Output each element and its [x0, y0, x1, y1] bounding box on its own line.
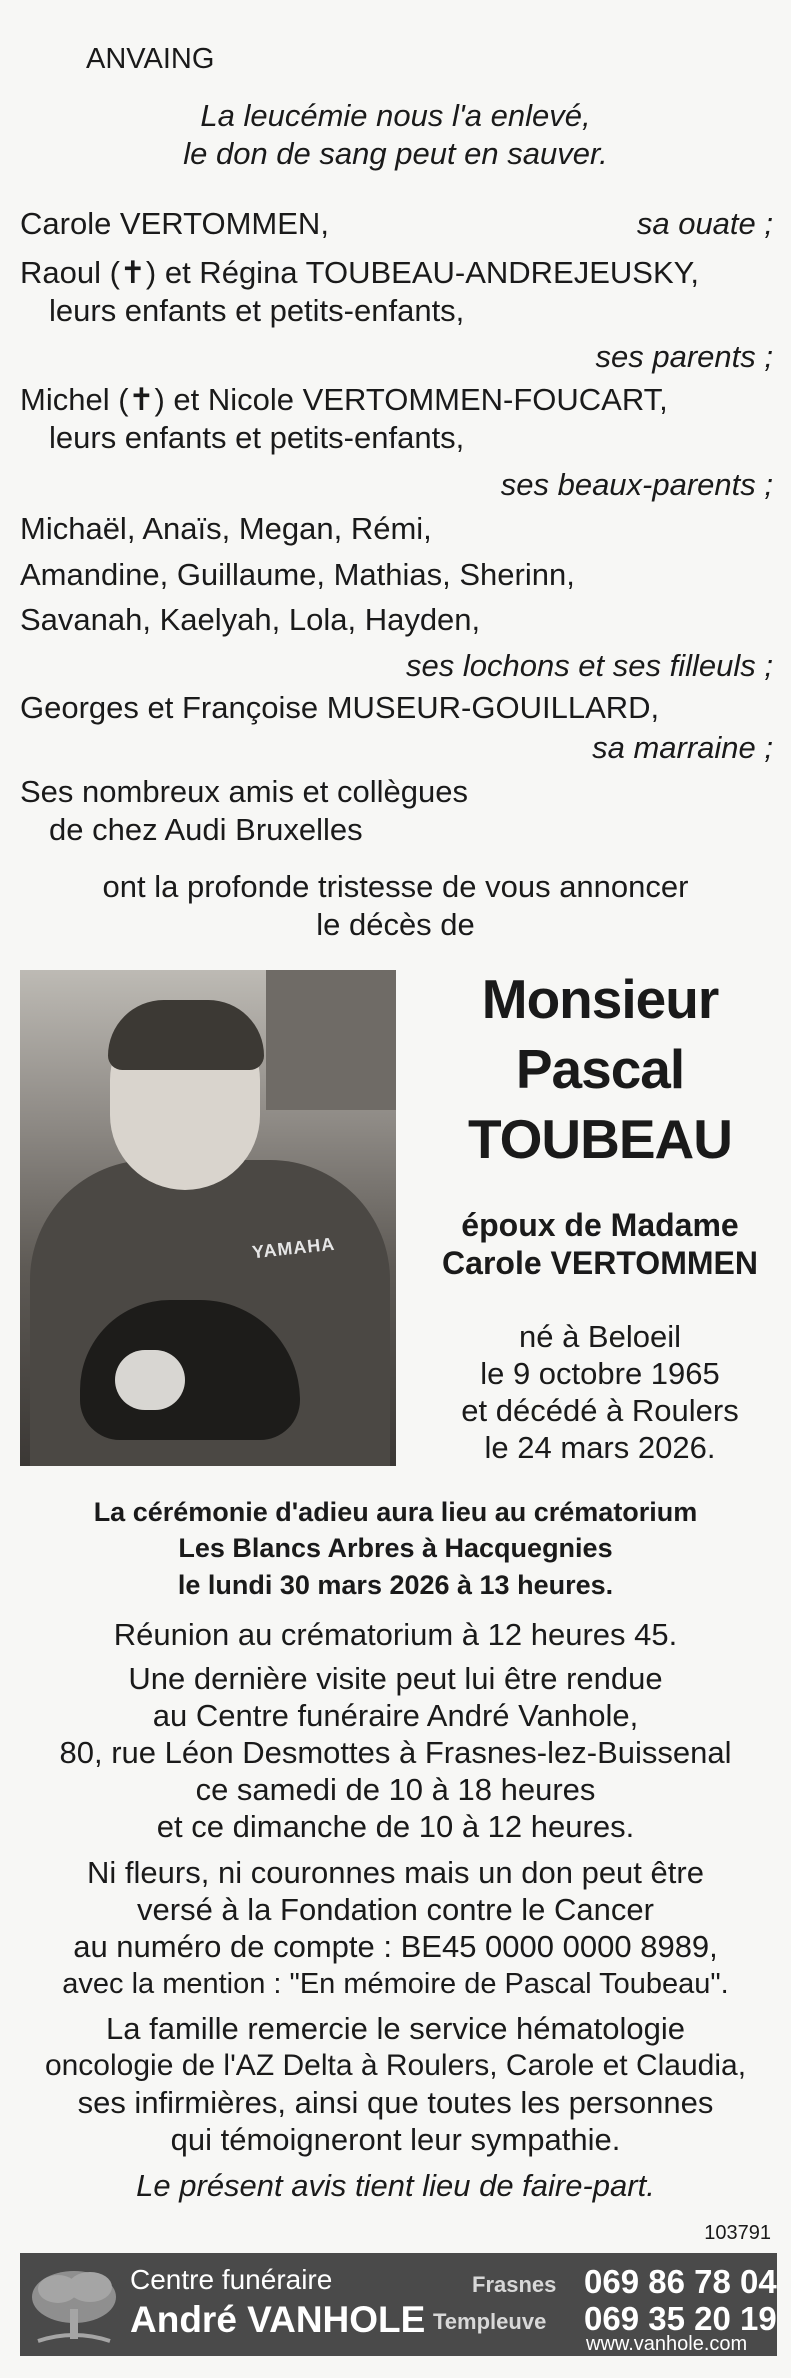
- spouse-line-1: époux de Madame: [461, 1207, 739, 1243]
- deceased-title: Monsieur: [481, 968, 719, 1030]
- role-spouse: sa ouate ;: [636, 206, 773, 241]
- role-parents-in-law: ses beaux-parents ;: [500, 467, 773, 502]
- family-carole: Carole VERTOMMEN,: [20, 206, 329, 241]
- grandchildren-line-1: Michaël, Anaïs, Megan, Rémi,: [20, 511, 432, 546]
- birth-place: né à Beloeil: [518, 1319, 681, 1354]
- donation-line-1: Ni fleurs, ni couronnes mais un don peut être: [87, 1855, 704, 1890]
- photo-background-wall: [266, 970, 396, 1110]
- branch-frasnes-label: Frasnes: [472, 2272, 557, 2297]
- thanks-line-3: ses infirmières, ainsi que toutes les personnes: [77, 2085, 714, 2120]
- thanks-line-4: qui témoigneront leur sympathie.: [170, 2122, 621, 2157]
- deceased-first-name: Pascal: [515, 1038, 685, 1100]
- ceremony-line-1: La cérémonie d'adieu aura lieu au crématorium: [93, 1497, 698, 1527]
- donation-line-4: avec la mention : "En mémoire de Pascal Toubeau".: [62, 1968, 729, 2000]
- donation-line-3: au numéro de compte : BE45 0000 0000 8989,: [73, 1929, 718, 1964]
- donation-line-2: versé à la Fondation contre le Cancer: [137, 1892, 654, 1927]
- funeral-home-banner: [20, 2253, 777, 2356]
- photo-jacket-logo: YAMAHA: [251, 1233, 337, 1263]
- family-raoul-children: leurs enfants et petits-enfants,: [49, 293, 465, 328]
- grandchildren-line-3: Savanah, Kaelyah, Lola, Hayden,: [20, 602, 481, 637]
- grandchildren-line-2: Amandine, Guillaume, Mathias, Sherinn,: [20, 557, 575, 592]
- role-godchildren: ses lochons et ses filleuls ;: [405, 648, 773, 683]
- announcement-line-2: le décès de: [316, 907, 475, 942]
- family-michel: Michel (✝) et Nicole VERTOMMEN-FOUCART,: [20, 382, 668, 417]
- closing-line: Le présent avis tient lieu de faire-part.: [136, 2168, 655, 2203]
- tree-icon: [28, 2259, 120, 2349]
- photo-hair: [108, 1000, 264, 1070]
- role-godmother: sa marraine ;: [592, 730, 773, 765]
- company-name-line-2: André VANHOLE: [130, 2299, 426, 2340]
- quote-line-2: le don de sang peut en sauver.: [183, 136, 608, 171]
- branch-frasnes-phone[interactable]: 069 86 78 04: [584, 2263, 777, 2300]
- family-raoul: Raoul (✝) et Régina TOUBEAU-ANDREJEUSKY,: [20, 255, 699, 290]
- ceremony-line-2: Les Blancs Arbres à Hacquegnies: [178, 1533, 613, 1563]
- family-georges: Georges et Françoise MUSEUR-GOUILLARD,: [20, 690, 660, 725]
- deceased-last-name: TOUBEAU: [468, 1108, 732, 1170]
- thanks-line-2: oncologie de l'AZ Delta à Roulers, Carole et Claudia,: [44, 2049, 747, 2082]
- spouse-line-2: Carole VERTOMMEN: [442, 1245, 758, 1281]
- visit-line-1: Une dernière visite peut lui être rendue: [128, 1661, 663, 1696]
- reunion-line: Réunion au crématorium à 12 heures 45.: [113, 1617, 678, 1652]
- visit-line-4: ce samedi de 10 à 18 heures: [195, 1772, 596, 1807]
- company-name-line-1: Centre funéraire: [130, 2264, 333, 2295]
- photo-dog-marking: [115, 1350, 185, 1410]
- birth-date: le 9 octobre 1965: [480, 1356, 720, 1391]
- ceremony-line-3: le lundi 30 mars 2026 à 13 heures.: [177, 1570, 614, 1600]
- branch-templeuve-label: Templeuve: [433, 2309, 547, 2334]
- location-heading: ANVAING: [86, 43, 215, 75]
- reference-number: 103791: [704, 2222, 771, 2244]
- deceased-photo: [20, 970, 396, 1466]
- friends-line-2: de chez Audi Bruxelles: [49, 812, 363, 847]
- thanks-line-1: La famille remercie le service hématologie: [106, 2011, 685, 2046]
- quote-line-1: La leucémie nous l'a enlevé,: [200, 98, 591, 133]
- death-date: le 24 mars 2026.: [484, 1430, 716, 1465]
- announcement-line-1: ont la profonde tristesse de vous annoncer: [102, 869, 689, 904]
- role-parents: ses parents ;: [595, 339, 773, 374]
- friends-line-1: Ses nombreux amis et collègues: [20, 774, 469, 809]
- death-place: et décédé à Roulers: [461, 1393, 739, 1428]
- visit-line-3: 80, rue Léon Desmottes à Frasnes-lez-Buissenal: [59, 1735, 732, 1770]
- visit-line-5: et ce dimanche de 10 à 12 heures.: [156, 1809, 635, 1844]
- family-michel-children: leurs enfants et petits-enfants,: [49, 420, 465, 455]
- visit-line-2: au Centre funéraire André Vanhole,: [152, 1698, 639, 1733]
- website-link[interactable]: www.vanhole.com: [586, 2333, 748, 2355]
- branch-templeuve-phone[interactable]: 069 35 20 19: [584, 2300, 777, 2337]
